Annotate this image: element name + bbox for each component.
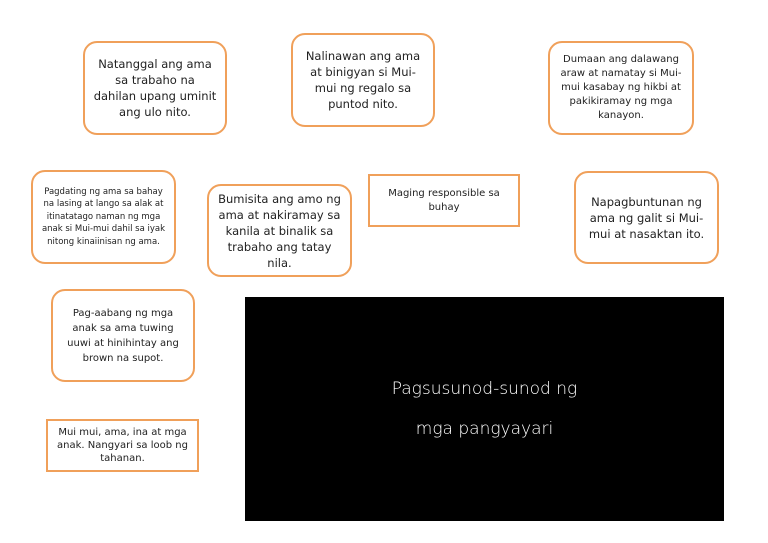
characters-setting-text: Mui mui, ama, ina at mga anak. Nangyari sa loob ng tahanan. [57,427,188,464]
event-box-lost-job [83,41,227,135]
event-box-gift-at-grave [291,33,435,127]
title-line-1: Pagsusunod-sunod ng [391,379,578,399]
title-line-2: mga pangyayari [415,419,554,439]
event-text: Napagbuntunan ng ama ng galit si Mui-mui at nasaktan ito. [588,194,705,241]
event-text: Pag-aabang ng mga anak sa ama tuwing uuwi at hinihintay ang brown na supot. [67,307,179,364]
event-text: Pagdating ng ama sa bahay na lasing at lango sa alak at itinatatago naman ng mga anak si Mui-mui dahil sa iyak nitong kinaiinisan ng ama. [41,186,166,247]
lesson-box [368,174,520,227]
event-box-boss-visit [207,184,352,277]
event-box-mui-mui-hurt [574,171,719,264]
event-text: Natanggal ang ama sa trabaho na dahilan upang uminit ang ulo nito. [93,57,217,119]
event-text: Nalinawan ang ama at binigyan si Mui-mui ng regalo sa puntod nito. [305,49,421,111]
lesson-text: Maging responsible sa buhay [388,187,500,213]
characters-setting-box [46,419,199,472]
event-text: Dumaan ang dalawang araw at namatay si Mui-mui kasabay ng hikbi at pakikiramay ng mga kanayon. [560,54,682,121]
title-panel [245,297,724,521]
event-box-mui-mui-died [548,41,694,135]
event-box-father-drunk [31,170,176,264]
event-box-waiting-father [51,289,195,382]
event-text: Bumisita ang amo ng ama at nakiramay sa kanila at binalik sa trabaho ang tatay nila. [218,191,341,270]
